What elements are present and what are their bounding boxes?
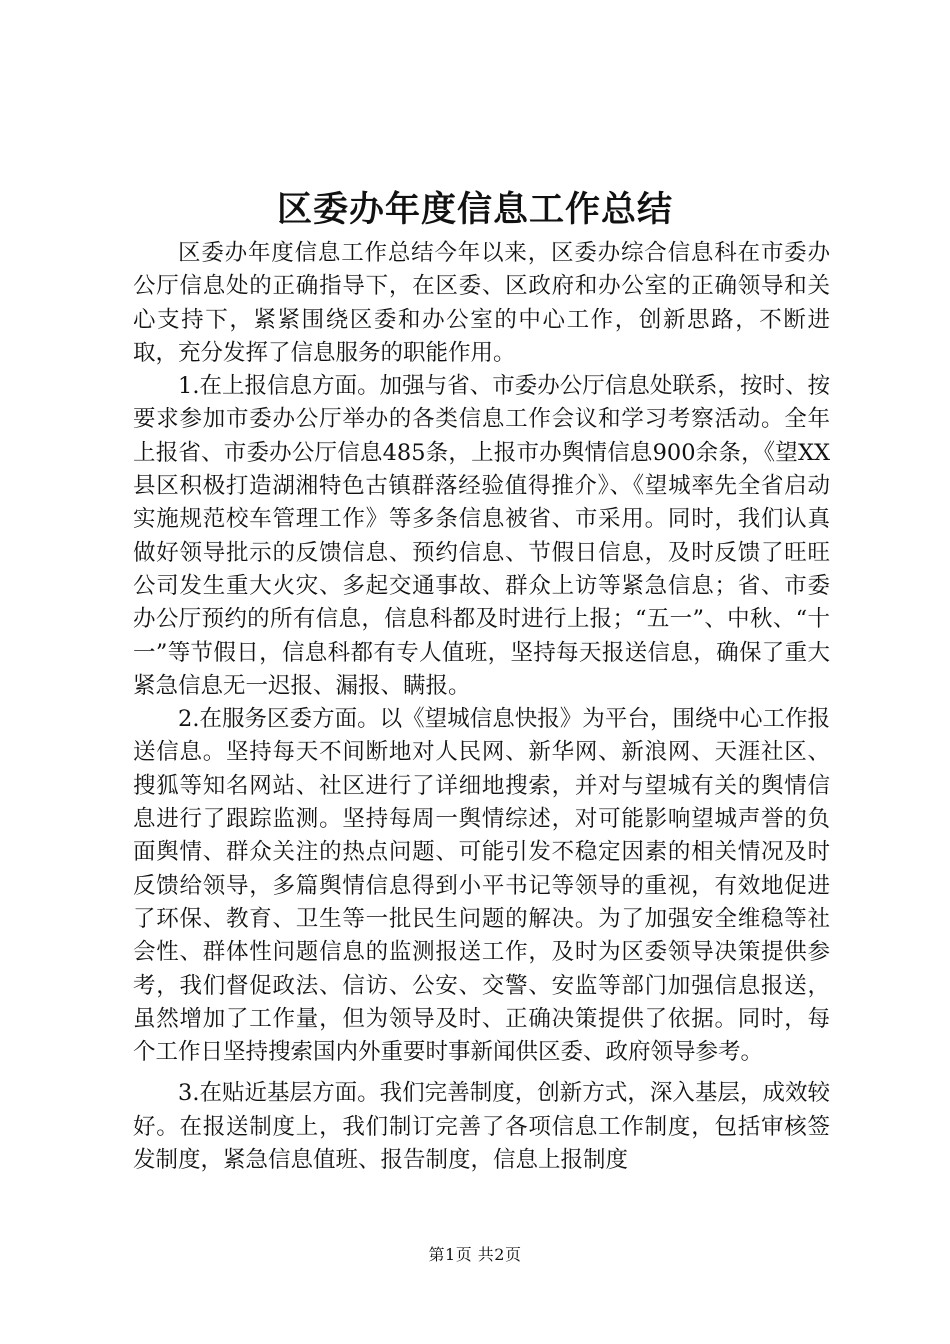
page-number-footer: 第1页 共2页 xyxy=(428,1245,522,1264)
paragraph-item-1: 1.在上报信息方面。加强与省、市委办公厅信息处联系，按时、按要求参加市委办公厅举办的各类信息工作会议和学习考察活动。全年上报省、市委办公厅信息485条，上报市办舆情信息900余条，《望XX县区积极打造湖湘特色古镇群落经验值得推介》、《望城率先全省启动实施规范校车管理工作》等多条信息被省、市采用。同时，我们认真做好领导批示的反馈信息、预约信息、节假日信息，及时反馈了旺旺公司发生重大火灾、多起交通事故、群众上访等紧急信息；省、市委办公厅预约的所有信息，信息科都及时进行上报；“五一”、中秋、“十一”等节假日，信息科都有专人值班，坚持每天报送信息，确保了重大紧急信息无一迟报、漏报、瞒报。 xyxy=(133,373,830,699)
document-body xyxy=(133,237,830,1177)
paragraph-item-3: 3.在贴近基层方面。我们完善制度，创新方式，深入基层，成效较好。在报送制度上，我们制订完善了各项信息工作制度，包括审核签发制度，紧急信息值班、报告制度，信息上报制度 xyxy=(133,1080,830,1174)
paragraph-intro: 区委办年度信息工作总结今年以来，区委办综合信息科在市委办公厅信息处的正确指导下，在区委、区政府和办公室的正确领导和关心支持下，紧紧围绕区委和办公室的中心工作，创新思路，不断进取，充分发挥了信息服务的职能作用。 xyxy=(133,240,830,366)
document-title: 区委办年度信息工作总结 xyxy=(276,189,673,230)
paragraph-item-2: 2.在服务区委方面。以《望城信息快报》为平台，围绕中心工作报送信息。坚持每天不间断地对人民网、新华网、新浪网、天涯社区、搜狐等知名网站、社区进行了详细地搜索，并对与望城有关的舆情信息进行了跟踪监测。坚持每周一舆情综述，对可能影响望城声誉的负面舆情、群众关注的热点问题、可能引发不稳定因素的相关情况及时反馈给领导，多篇舆情信息得到小平书记等领导的重视，有效地促进了环保、教育、卫生等一批民生问题的解决。为了加强安全维稳等社会性、群体性问题信息的监测报送工作，及时为区委领导决策提供参考，我们督促政法、信访、公安、交警、安监等部门加强信息报送，虽然增加了工作量，但为领导及时、正确决策提供了依据。同时，每个工作日坚持搜索国内外重要时事新闻供区委、政府领导参考。 xyxy=(133,706,830,1066)
